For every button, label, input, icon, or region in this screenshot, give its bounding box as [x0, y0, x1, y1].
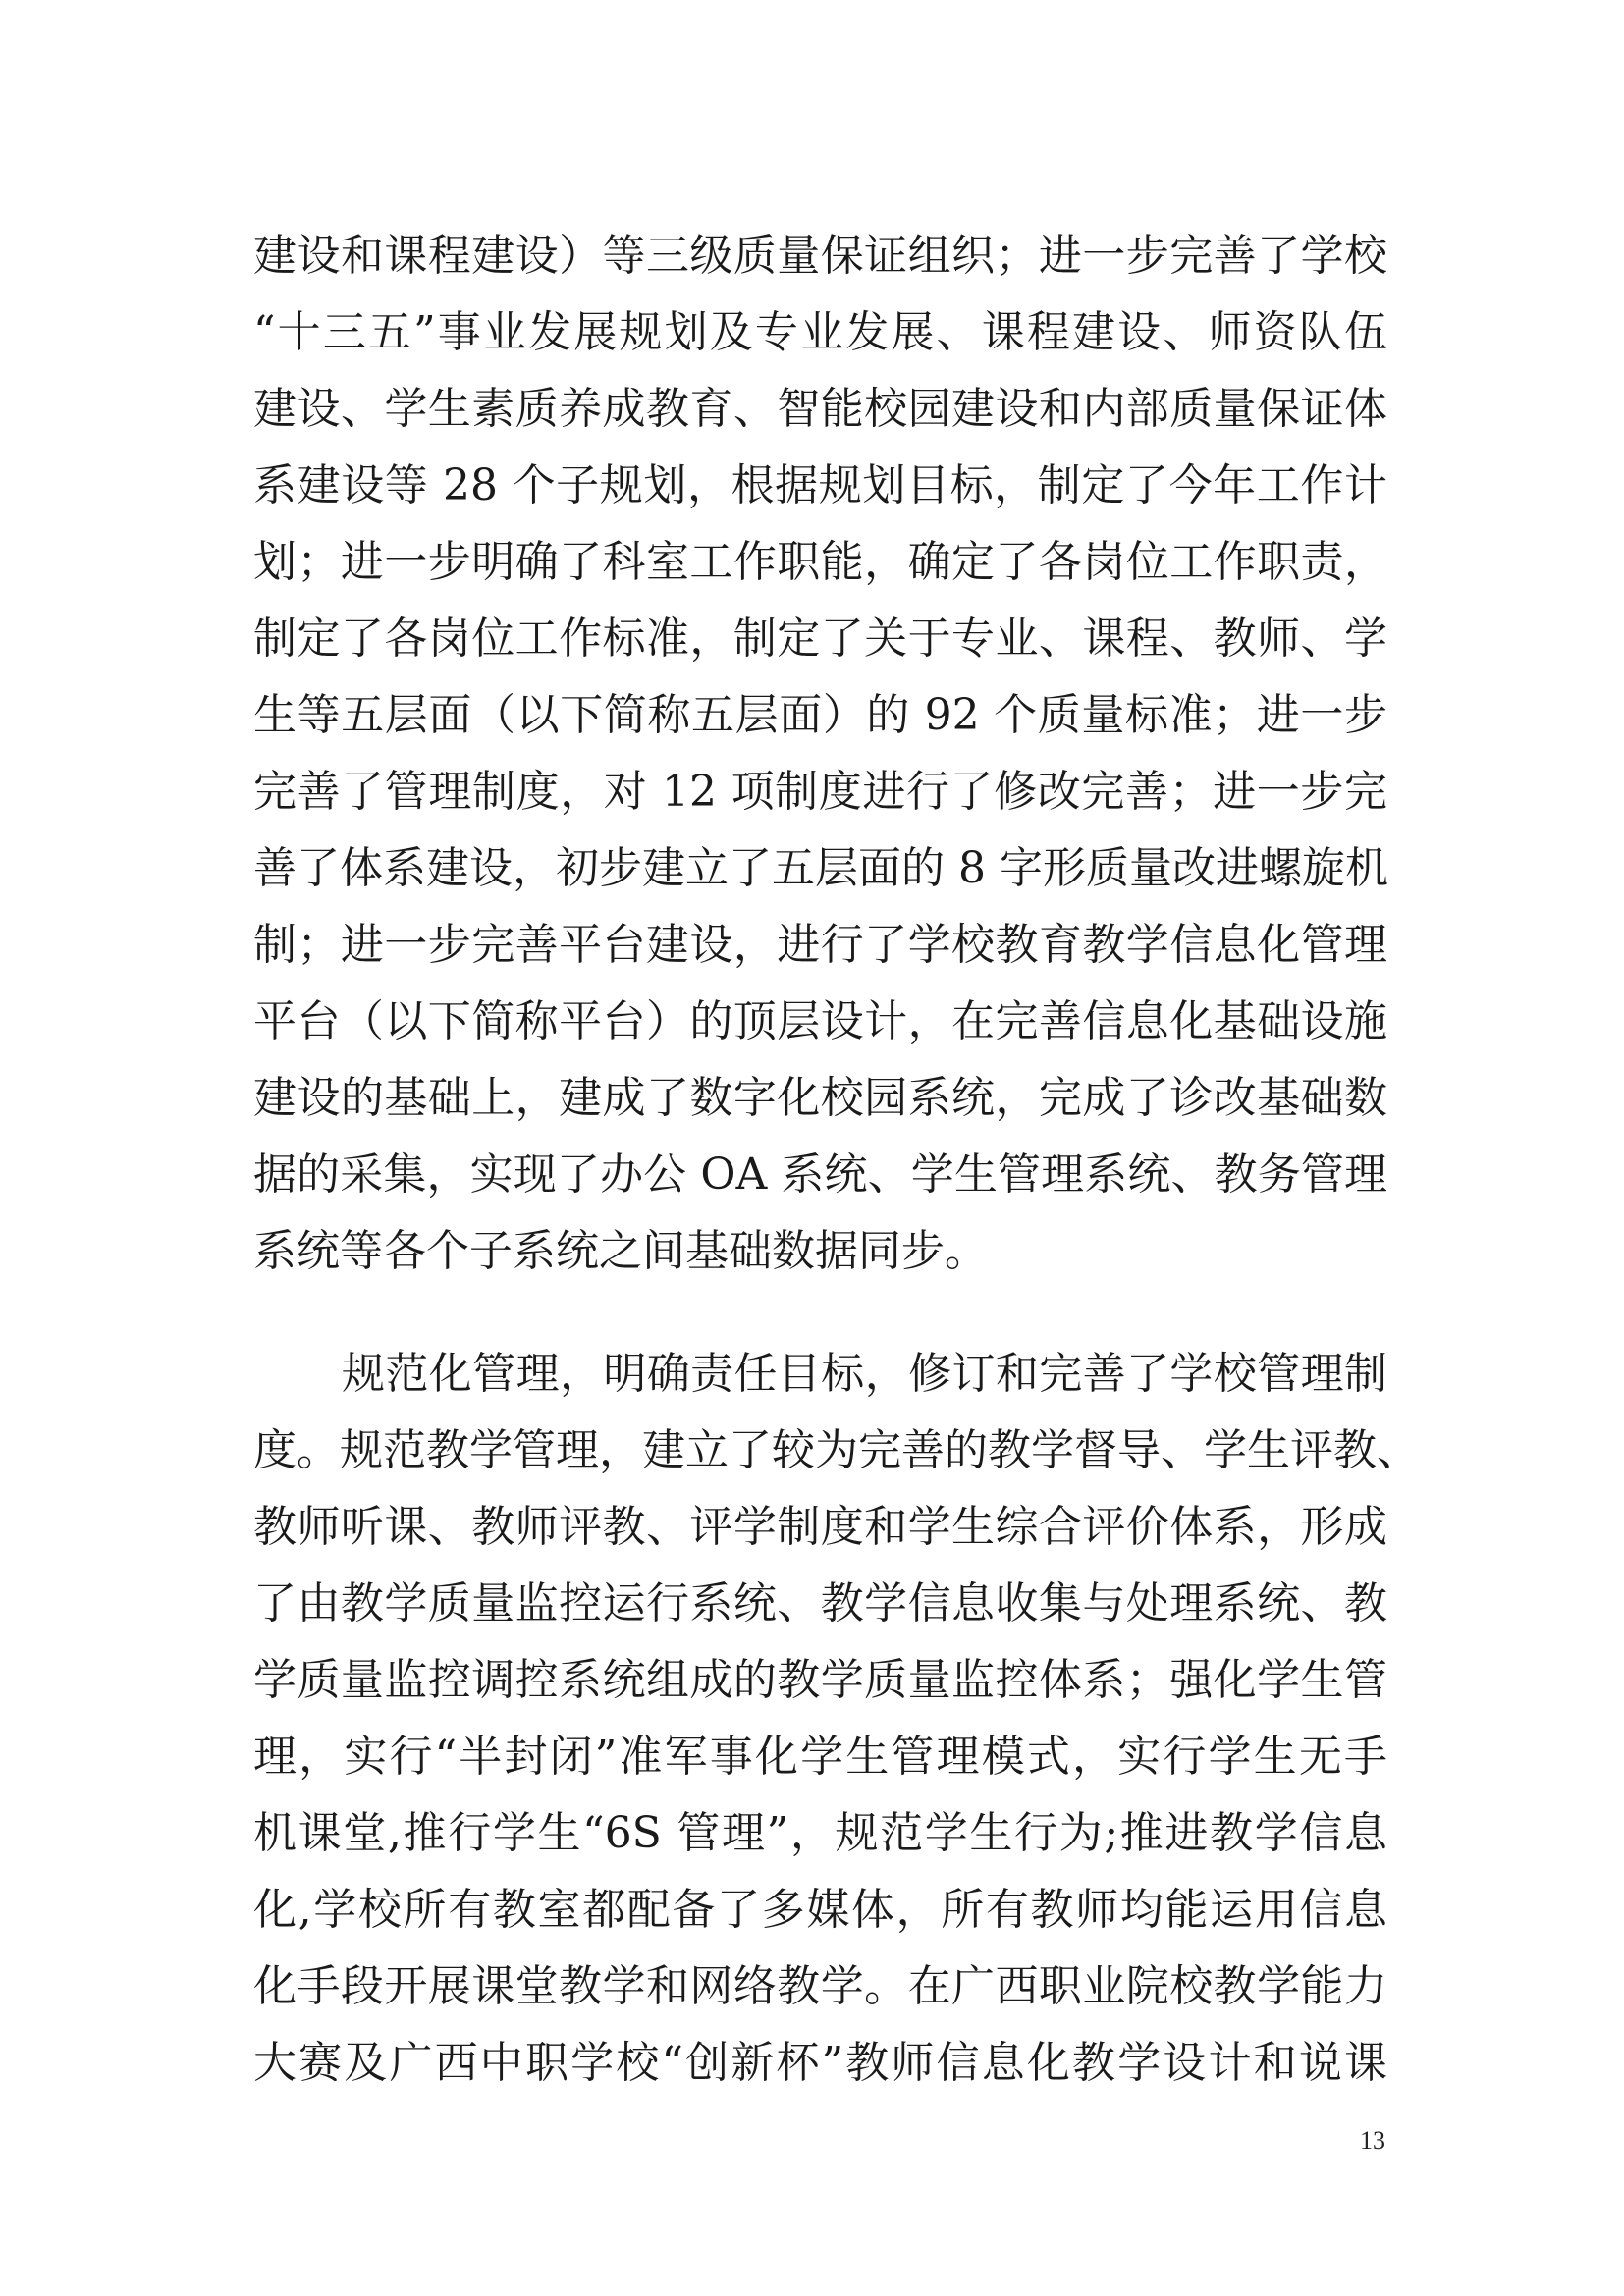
text-line: 规范化管理，明确责任目标，修订和完善了学校管理制: [342, 1349, 1387, 1399]
text-line: 建设和课程建设）等三级质量保证组织；进一步完善了学校: [253, 231, 1387, 281]
body-text: [253, 218, 1420, 2102]
text-line: 制定了各岗位工作标准，制定了关于专业、课程、教师、学: [253, 614, 1387, 664]
paragraph-1: [253, 218, 1387, 1290]
text-line: 制；进一步完善平台建设，进行了学校教育教学信息化管理: [253, 920, 1387, 970]
text-line: 建设的基础上，建成了数字化校园系统，完成了诊改基础数: [253, 1073, 1387, 1123]
text-line: 完善了管理制度，对 12 项制度进行了修改完善；进一步完: [253, 767, 1387, 817]
page-number: 13: [1360, 2126, 1385, 2155]
text-line: 了由教学质量监控运行系统、教学信息收集与处理系统、教: [253, 1578, 1387, 1629]
text-line: 系统等各个子系统之间基础数据同步。: [253, 1226, 988, 1276]
text-line: 平台（以下简称平台）的顶层设计，在完善信息化基础设施: [253, 996, 1387, 1046]
text-line: 据的采集，实现了办公 OA 系统、学生管理系统、教务管理: [253, 1149, 1387, 1200]
text-line: 化手段开展课堂教学和网络教学。在广西职业院校教学能力: [253, 1961, 1387, 2011]
text-line: 系建设等 28 个子规划，根据规划目标，制定了今年工作计: [253, 460, 1387, 510]
text-line: 理，实行“半封闭”准军事化学生管理模式，实行学生无手: [253, 1732, 1387, 1782]
text-line: 划；进一步明确了科室工作职能，确定了各岗位工作职责，: [253, 537, 1387, 587]
text-line: 善了体系建设，初步建立了五层面的 8 字形质量改进螺旋机: [253, 843, 1388, 893]
paragraph-2: [253, 1336, 1420, 2102]
text-line: 化,学校所有教室都配备了多媒体，所有教师均能运用信息: [253, 1885, 1387, 1935]
paragraph-spacing: [253, 1290, 1387, 1336]
text-line: 机课堂,推行学生“6S 管理”，规范学生行为;推进教学信息: [253, 1808, 1387, 1858]
text-line: 大赛及广西中职学校“创新杯”教师信息化教学设计和说课: [253, 2038, 1387, 2088]
text-line: 度。规范教学管理，建立了较为完善的教学督导、学生评教、: [253, 1425, 1420, 1475]
text-line: 建设、学生素质养成教育、智能校园建设和内部质量保证体: [253, 384, 1387, 434]
text-line: 教师听课、教师评教、评学制度和学生综合评价体系，形成: [253, 1502, 1387, 1552]
text-line: 生等五层面（以下简称五层面）的 92 个质量标准；进一步: [253, 690, 1387, 740]
text-line: 学质量监控调控系统组成的教学质量监控体系；强化学生管: [253, 1655, 1387, 1705]
text-line: “十三五”事业发展规划及专业发展、课程建设、师资队伍: [253, 307, 1387, 357]
